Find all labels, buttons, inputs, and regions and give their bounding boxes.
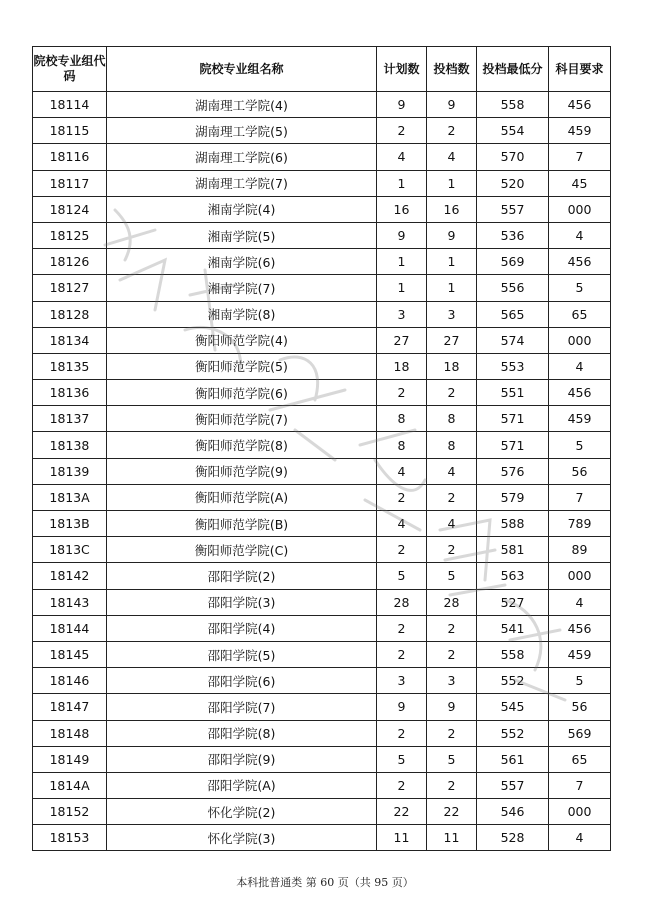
min-score-cell: 574 (477, 327, 549, 353)
table-row (33, 720, 611, 746)
code-cell: 1813C (33, 537, 107, 563)
code-cell: 18126 (33, 249, 107, 275)
table-row (33, 825, 611, 851)
plan-cell: 4 (377, 458, 427, 484)
plan-cell: 2 (377, 641, 427, 667)
table-row (33, 511, 611, 537)
min-score-cell: 528 (477, 825, 549, 851)
subjects-cell: 56 (549, 694, 611, 720)
code-cell: 18153 (33, 825, 107, 851)
code-cell: 18148 (33, 720, 107, 746)
admitted-cell: 4 (427, 144, 477, 170)
table-row (33, 772, 611, 798)
name-cell: 湘南学院(8) (107, 301, 377, 327)
plan-cell: 22 (377, 799, 427, 825)
code-cell: 18128 (33, 301, 107, 327)
table-row (33, 432, 611, 458)
admitted-cell: 28 (427, 589, 477, 615)
subjects-cell: 456 (549, 615, 611, 641)
subjects-cell: 65 (549, 301, 611, 327)
min-score-cell: 556 (477, 275, 549, 301)
name-cell: 邵阳学院(9) (107, 746, 377, 772)
min-score-cell: 570 (477, 144, 549, 170)
name-cell: 衡阳师范学院(8) (107, 432, 377, 458)
name-cell: 邵阳学院(4) (107, 615, 377, 641)
code-cell: 18116 (33, 144, 107, 170)
name-cell: 邵阳学院(7) (107, 694, 377, 720)
name-cell: 湖南理工学院(5) (107, 118, 377, 144)
name-cell: 邵阳学院(5) (107, 641, 377, 667)
admitted-cell: 9 (427, 92, 477, 118)
header-subjects: 科目要求 (549, 47, 611, 92)
table-row (33, 92, 611, 118)
plan-cell: 9 (377, 222, 427, 248)
code-cell: 18136 (33, 380, 107, 406)
code-cell: 18135 (33, 353, 107, 379)
subjects-cell: 569 (549, 720, 611, 746)
subjects-cell: 89 (549, 537, 611, 563)
min-score-cell: 552 (477, 720, 549, 746)
table-row (33, 222, 611, 248)
admitted-cell: 2 (427, 537, 477, 563)
subjects-cell: 5 (549, 668, 611, 694)
name-cell: 衡阳师范学院(7) (107, 406, 377, 432)
subjects-cell: 4 (549, 222, 611, 248)
plan-cell: 2 (377, 615, 427, 641)
code-cell: 18134 (33, 327, 107, 353)
name-cell: 邵阳学院(2) (107, 563, 377, 589)
plan-cell: 28 (377, 589, 427, 615)
subjects-cell: 789 (549, 511, 611, 537)
name-cell: 衡阳师范学院(4) (107, 327, 377, 353)
code-cell: 18152 (33, 799, 107, 825)
min-score-cell: 557 (477, 772, 549, 798)
admitted-cell: 5 (427, 563, 477, 589)
plan-cell: 4 (377, 511, 427, 537)
name-cell: 湘南学院(4) (107, 196, 377, 222)
name-cell: 湖南理工学院(6) (107, 144, 377, 170)
name-cell: 怀化学院(3) (107, 825, 377, 851)
min-score-cell: 527 (477, 589, 549, 615)
code-cell: 18143 (33, 589, 107, 615)
name-cell: 衡阳师范学院(A) (107, 484, 377, 510)
admitted-cell: 2 (427, 118, 477, 144)
admitted-cell: 3 (427, 301, 477, 327)
table-row (33, 746, 611, 772)
admitted-cell: 9 (427, 694, 477, 720)
table-header (33, 47, 611, 92)
code-cell: 18149 (33, 746, 107, 772)
code-cell: 1813B (33, 511, 107, 537)
plan-cell: 1 (377, 170, 427, 196)
subjects-cell: 000 (549, 327, 611, 353)
min-score-cell: 520 (477, 170, 549, 196)
admitted-cell: 2 (427, 380, 477, 406)
min-score-cell: 569 (477, 249, 549, 275)
name-cell: 湘南学院(6) (107, 249, 377, 275)
code-cell: 1813A (33, 484, 107, 510)
admitted-cell: 5 (427, 746, 477, 772)
admitted-cell: 2 (427, 641, 477, 667)
subjects-cell: 5 (549, 275, 611, 301)
table-row (33, 406, 611, 432)
plan-cell: 8 (377, 432, 427, 458)
admitted-cell: 27 (427, 327, 477, 353)
subjects-cell: 4 (549, 353, 611, 379)
table-row (33, 170, 611, 196)
subjects-cell: 456 (549, 92, 611, 118)
table-row (33, 668, 611, 694)
table-row (33, 799, 611, 825)
code-cell: 18124 (33, 196, 107, 222)
plan-cell: 11 (377, 825, 427, 851)
min-score-cell: 571 (477, 406, 549, 432)
page-footer: 本科批普通类 第 60 页（共 95 页） (236, 876, 414, 889)
min-score-cell: 579 (477, 484, 549, 510)
table-row (33, 458, 611, 484)
subjects-cell: 7 (549, 772, 611, 798)
plan-cell: 5 (377, 563, 427, 589)
code-cell: 18127 (33, 275, 107, 301)
admitted-cell: 8 (427, 406, 477, 432)
plan-cell: 27 (377, 327, 427, 353)
plan-cell: 9 (377, 694, 427, 720)
admitted-cell: 2 (427, 615, 477, 641)
name-cell: 邵阳学院(6) (107, 668, 377, 694)
min-score-cell: 558 (477, 92, 549, 118)
min-score-cell: 558 (477, 641, 549, 667)
header-code: 院校专业组代码 (33, 47, 107, 92)
admitted-cell: 4 (427, 511, 477, 537)
subjects-cell: 459 (549, 406, 611, 432)
name-cell: 衡阳师范学院(B) (107, 511, 377, 537)
header-row (33, 47, 611, 92)
plan-cell: 2 (377, 537, 427, 563)
table-row (33, 380, 611, 406)
subjects-cell: 7 (549, 144, 611, 170)
subjects-cell: 45 (549, 170, 611, 196)
admitted-cell: 2 (427, 484, 477, 510)
subjects-cell: 65 (549, 746, 611, 772)
min-score-cell: 536 (477, 222, 549, 248)
subjects-cell: 459 (549, 118, 611, 144)
table-row (33, 353, 611, 379)
subjects-cell: 456 (549, 249, 611, 275)
plan-cell: 1 (377, 275, 427, 301)
table-row (33, 144, 611, 170)
plan-cell: 5 (377, 746, 427, 772)
min-score-cell: 553 (477, 353, 549, 379)
code-cell: 18125 (33, 222, 107, 248)
plan-cell: 2 (377, 720, 427, 746)
admitted-cell: 4 (427, 458, 477, 484)
table-row (33, 537, 611, 563)
name-cell: 邵阳学院(3) (107, 589, 377, 615)
table-row (33, 249, 611, 275)
header-min-score: 投档最低分 (477, 47, 549, 92)
table-row (33, 694, 611, 720)
admitted-cell: 8 (427, 432, 477, 458)
min-score-cell: 565 (477, 301, 549, 327)
min-score-cell: 552 (477, 668, 549, 694)
plan-cell: 4 (377, 144, 427, 170)
plan-cell: 2 (377, 118, 427, 144)
subjects-cell: 459 (549, 641, 611, 667)
admitted-cell: 22 (427, 799, 477, 825)
code-cell: 18115 (33, 118, 107, 144)
code-cell: 18117 (33, 170, 107, 196)
code-cell: 18139 (33, 458, 107, 484)
header-plan: 计划数 (377, 47, 427, 92)
table-body (33, 92, 611, 851)
admitted-cell: 9 (427, 222, 477, 248)
subjects-cell: 56 (549, 458, 611, 484)
plan-cell: 2 (377, 484, 427, 510)
min-score-cell: 588 (477, 511, 549, 537)
name-cell: 湖南理工学院(7) (107, 170, 377, 196)
min-score-cell: 576 (477, 458, 549, 484)
table-row (33, 484, 611, 510)
admission-score-table (32, 46, 611, 851)
subjects-cell: 7 (549, 484, 611, 510)
code-cell: 18146 (33, 668, 107, 694)
name-cell: 衡阳师范学院(9) (107, 458, 377, 484)
min-score-cell: 551 (477, 380, 549, 406)
table-row (33, 196, 611, 222)
min-score-cell: 541 (477, 615, 549, 641)
min-score-cell: 557 (477, 196, 549, 222)
table-row (33, 275, 611, 301)
code-cell: 18145 (33, 641, 107, 667)
admitted-cell: 18 (427, 353, 477, 379)
admitted-cell: 11 (427, 825, 477, 851)
plan-cell: 3 (377, 301, 427, 327)
admitted-cell: 3 (427, 668, 477, 694)
plan-cell: 2 (377, 380, 427, 406)
min-score-cell: 546 (477, 799, 549, 825)
plan-cell: 1 (377, 249, 427, 275)
subjects-cell: 4 (549, 589, 611, 615)
code-cell: 18142 (33, 563, 107, 589)
name-cell: 邵阳学院(8) (107, 720, 377, 746)
name-cell: 衡阳师范学院(6) (107, 380, 377, 406)
code-cell: 18138 (33, 432, 107, 458)
plan-cell: 2 (377, 772, 427, 798)
name-cell: 衡阳师范学院(5) (107, 353, 377, 379)
admitted-cell: 1 (427, 275, 477, 301)
subjects-cell: 456 (549, 380, 611, 406)
subjects-cell: 5 (549, 432, 611, 458)
name-cell: 湘南学院(7) (107, 275, 377, 301)
table-row (33, 327, 611, 353)
subjects-cell: 000 (549, 196, 611, 222)
table-row (33, 641, 611, 667)
plan-cell: 8 (377, 406, 427, 432)
header-admitted: 投档数 (427, 47, 477, 92)
table-row (33, 589, 611, 615)
code-cell: 18137 (33, 406, 107, 432)
plan-cell: 9 (377, 92, 427, 118)
admitted-cell: 16 (427, 196, 477, 222)
subjects-cell: 4 (549, 825, 611, 851)
name-cell: 湘南学院(5) (107, 222, 377, 248)
admitted-cell: 1 (427, 249, 477, 275)
min-score-cell: 561 (477, 746, 549, 772)
name-cell: 怀化学院(2) (107, 799, 377, 825)
admitted-cell: 2 (427, 772, 477, 798)
name-cell: 衡阳师范学院(C) (107, 537, 377, 563)
name-cell: 邵阳学院(A) (107, 772, 377, 798)
admitted-cell: 1 (427, 170, 477, 196)
table-row (33, 563, 611, 589)
subjects-cell: 000 (549, 799, 611, 825)
min-score-cell: 545 (477, 694, 549, 720)
table-row (33, 301, 611, 327)
code-cell: 18147 (33, 694, 107, 720)
plan-cell: 18 (377, 353, 427, 379)
plan-cell: 16 (377, 196, 427, 222)
header-name: 院校专业组名称 (107, 47, 377, 92)
name-cell: 湖南理工学院(4) (107, 92, 377, 118)
subjects-cell: 000 (549, 563, 611, 589)
code-cell: 18144 (33, 615, 107, 641)
min-score-cell: 571 (477, 432, 549, 458)
admitted-cell: 2 (427, 720, 477, 746)
plan-cell: 3 (377, 668, 427, 694)
code-cell: 1814A (33, 772, 107, 798)
code-cell: 18114 (33, 92, 107, 118)
min-score-cell: 554 (477, 118, 549, 144)
table-row (33, 118, 611, 144)
table-row (33, 615, 611, 641)
min-score-cell: 581 (477, 537, 549, 563)
min-score-cell: 563 (477, 563, 549, 589)
